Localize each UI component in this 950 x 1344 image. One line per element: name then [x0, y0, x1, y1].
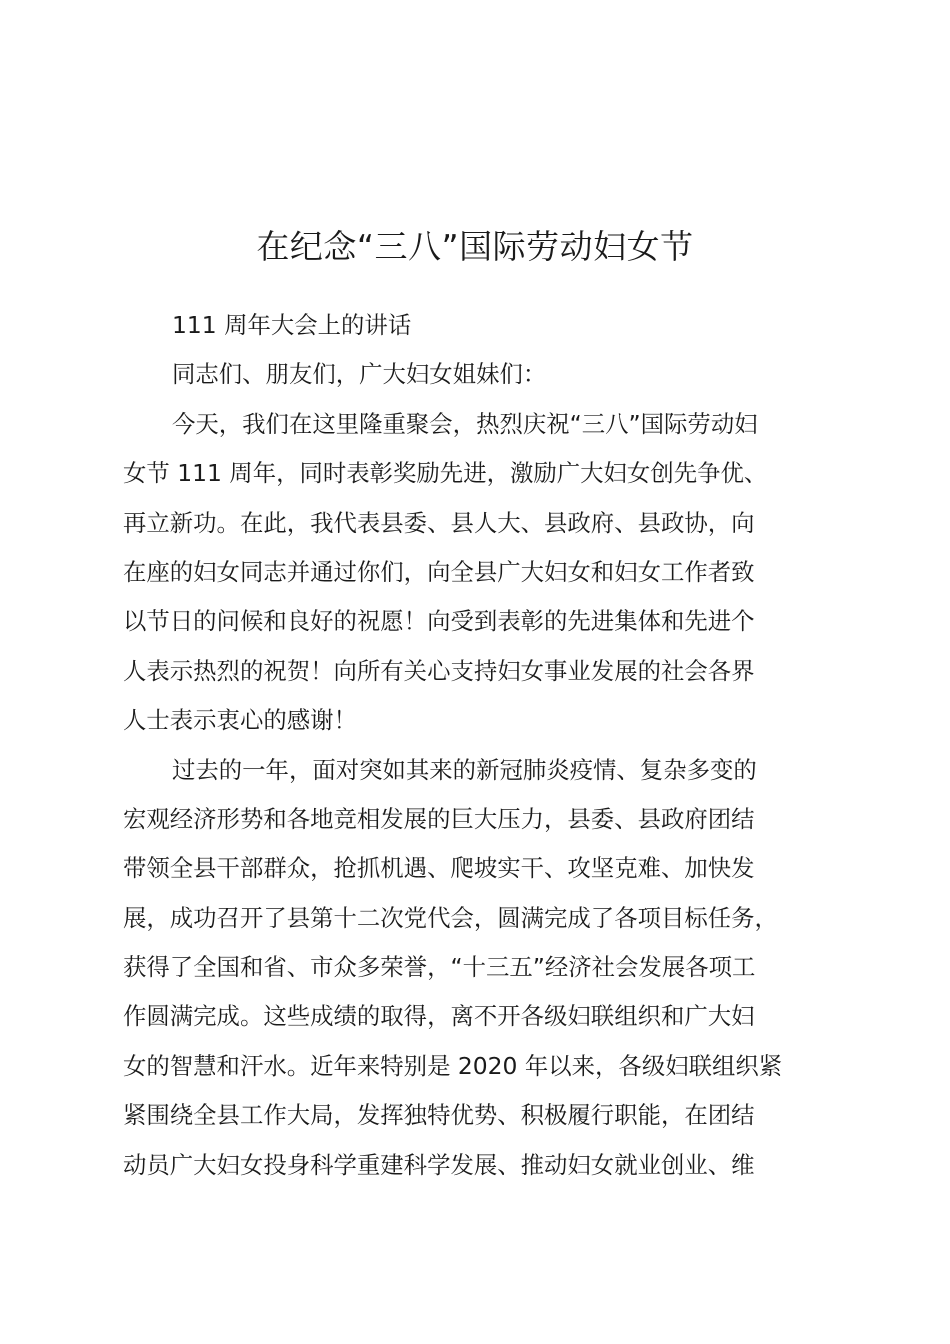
paragraph-line: 女的智慧和汗水。近年来特别是 2020 年以来，各级妇联组织紧 [123, 1051, 783, 1080]
paragraph-line: 展，成功召开了县第十二次党代会，圆满完成了各项目标任务， [123, 903, 778, 932]
paragraph-line: 紧围绕全县工作大局，发挥独特优势、积极履行职能，在团结 [123, 1101, 755, 1130]
paragraph-line: 再立新功。在此，我代表县委、县人大、县政府、县政协，向 [123, 508, 755, 537]
document-body [123, 301, 843, 1190]
paragraph-line: 作圆满完成。这些成绩的取得，离不开各级妇联组织和广大妇 [123, 1002, 755, 1031]
paragraph-line: 带领全县干部群众，抢抓机遇、爬坡实干、攻坚克难、加快发 [123, 854, 755, 883]
subtitle-line: 111 周年大会上的讲话 [172, 311, 412, 339]
salutation-line: 同志们、朋友们，广大妇女姐妹们： [172, 360, 547, 389]
document-title: 在纪念“三八”国际劳动妇女节 [256, 227, 694, 266]
paragraph-line: 以节日的问候和良好的祝愿！向受到表彰的先进集体和先进个 [123, 607, 755, 636]
paragraph-line: 在座的妇女同志并通过你们，向全县广大妇女和妇女工作者致 [123, 557, 755, 586]
paragraph-line: 今天，我们在这里隆重聚会，热烈庆祝“三八”国际劳动妇 [172, 409, 758, 438]
paragraph-line: 人表示热烈的祝贺！向所有关心支持妇女事业发展的社会各界 [123, 656, 755, 685]
paragraph-line: 动员广大妇女投身科学重建科学发展、推动妇女就业创业、维 [123, 1150, 755, 1179]
paragraph-line: 人士表示衷心的感谢！ [123, 706, 357, 735]
paragraph-line: 获得了全国和省、市众多荣誉，“十三五”经济社会发展各项工 [123, 953, 756, 982]
paragraph-line: 过去的一年，面对突如其来的新冠肺炎疫情、复杂多变的 [172, 755, 757, 784]
paragraph-line: 宏观经济形势和各地竞相发展的巨大压力，县委、县政府团结 [123, 804, 755, 833]
paragraph-line: 女节 111 周年，同时表彰奖励先进，激励广大妇女创先争优、 [123, 459, 768, 488]
